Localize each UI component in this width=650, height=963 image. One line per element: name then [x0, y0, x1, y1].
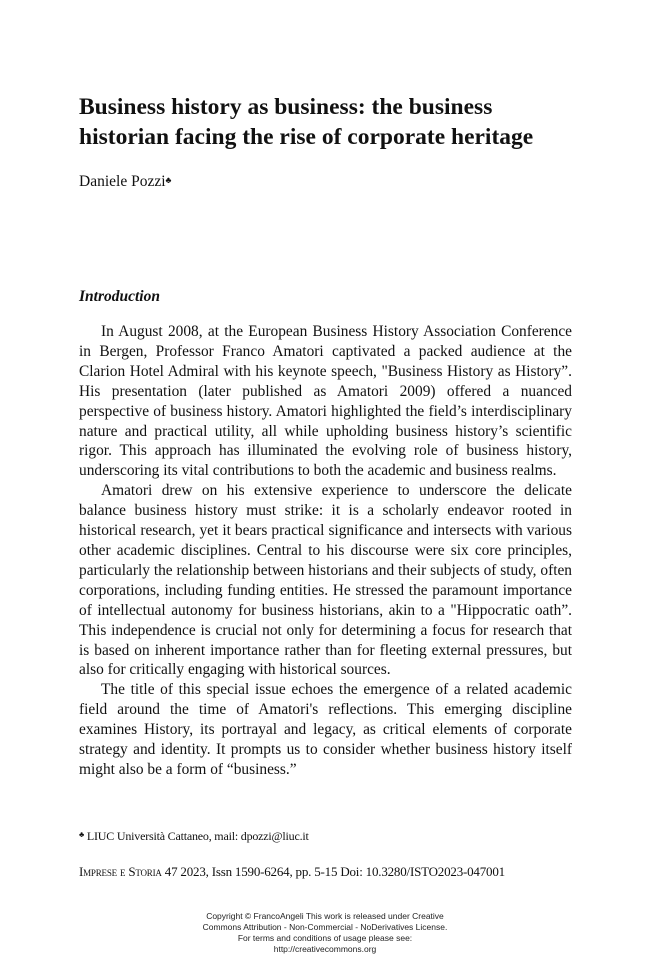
paragraph-2: Amatori drew on his extensive experience to underscore the delicate balance business history must strike: it is a scholarly endeavor rooted in historical research, yet it bears practical significance and intersects with various other academic disciplines. Central to his discourse were six core principles, particularly the relationship between historians and their subjects of study, often corporations, including funding entities. He stressed the paramount importance of intellectual autonomy for business historians, akin to a "Hippocratic oath”. This independence is crucial not only for determining a focus for research that is based on inherent importance rather than for fleeting external pressures, but also for critically engaging with historical sources.: [79, 482, 572, 679]
journal-citation-line: [79, 864, 505, 880]
body-text: [79, 322, 572, 780]
footnote-mark: ♣: [79, 830, 85, 839]
paragraph-1: In August 2008, at the European Business History Association Conference in Bergen, Professor Franco Amatori captivated a packed audience at the Clarion Hotel Admiral with his keynote speech, "Business History as History”. His presentation (later published as Amatori 2009) offered a nuanced perspective of business history. Amatori highlighted the field’s interdisciplinary nature and practical utility, all while upholding business history’s scientific rigor. This approach has illuminated the evolving role of business history, underscoring its vital contributions to both the academic and business realms.: [79, 323, 572, 480]
journal-name: Imprese e Storia: [79, 864, 162, 879]
footnote: [79, 828, 309, 846]
section-heading-introduction: Introduction: [79, 288, 160, 305]
author-name: Daniele Pozzi: [79, 173, 166, 190]
author-footnote-mark[interactable]: ♣: [165, 175, 172, 185]
copyright-link[interactable]: http://creativecommons.org: [273, 944, 377, 954]
journal-citation: 47 2023, Issn 1590-6264, pp. 5-15 Doi: 10.3280/ISTO2023-047001: [164, 864, 505, 879]
paragraph-3: The title of this special issue echoes the emergence of a related academic field around the time of Amatori's reflections. This emerging discipline examines History, its portrayal and legacy, as critical elements of corporate strategy and identity. It prompts us to consider whether business history itself might also be a form of “business.”: [79, 681, 572, 778]
article-title: Business history as business: the business historian facing the rise of corporate heritage: [79, 94, 534, 150]
footnote-text: LIUC Università Cattaneo, mail: dpozzi@liuc.it: [86, 829, 309, 843]
author-line: [79, 172, 171, 193]
copyright-line: Copyright © FrancoAngeli This work is released under Creative: [206, 911, 444, 921]
copyright-line: Commons Attribution - Non-Commercial - NoDerivatives License.: [202, 922, 448, 932]
copyright-notice: [180, 911, 470, 955]
copyright-line: For terms and conditions of usage please see:: [237, 933, 413, 943]
